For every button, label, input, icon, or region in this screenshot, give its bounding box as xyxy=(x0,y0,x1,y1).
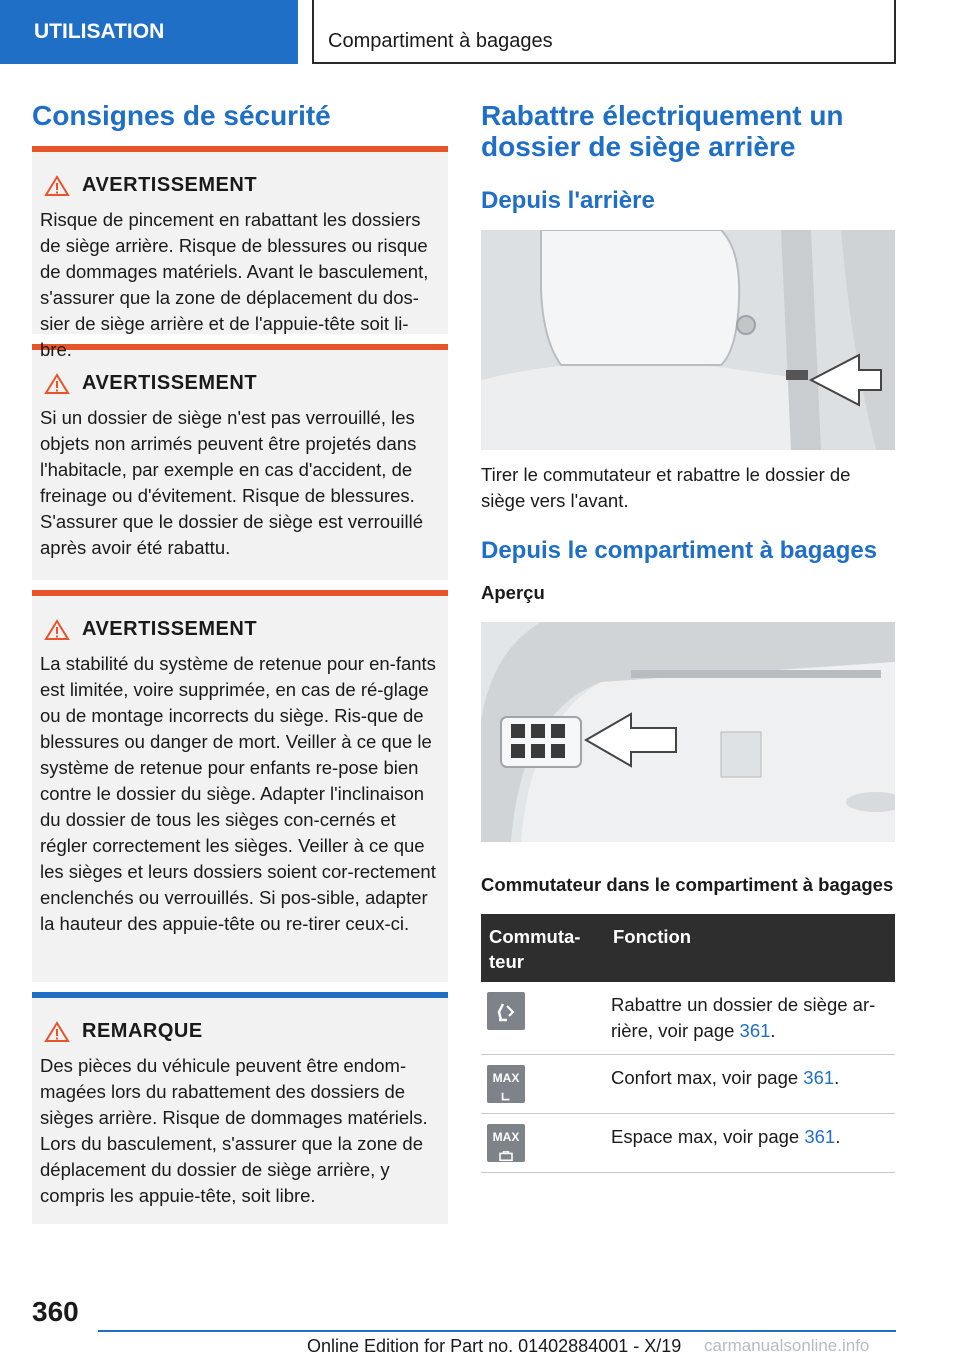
function-text: Confort max, voir page xyxy=(611,1067,799,1088)
warning-label: AVERTISSEMENT xyxy=(82,618,258,640)
warning-triangle-icon xyxy=(44,619,70,641)
notice-triangle-icon xyxy=(44,1021,70,1043)
column-header-function: Fonction xyxy=(605,914,895,982)
trunk-illustration xyxy=(481,622,895,842)
warning-box xyxy=(32,350,448,580)
table-row xyxy=(481,1114,895,1173)
function-text: Rabattre un dossier de siège ar-rière, voir page xyxy=(611,994,876,1041)
column-header-switch: Commuta-teur xyxy=(481,914,605,982)
warning-label: AVERTISSEMENT xyxy=(82,174,258,196)
punctuation: . xyxy=(834,1067,840,1088)
footer-rule xyxy=(98,1330,896,1332)
page-link[interactable]: 361 xyxy=(739,1020,771,1041)
max-label: MAX xyxy=(492,1071,520,1085)
max-comfort-icon xyxy=(487,1065,525,1103)
punctuation: . xyxy=(835,1126,841,1147)
subsection-heading: Depuis l'arrière xyxy=(481,187,655,214)
max-space-icon xyxy=(487,1124,525,1162)
page-link[interactable]: 361 xyxy=(804,1126,836,1147)
warning-label: AVERTISSEMENT xyxy=(82,372,258,394)
trunk-photo xyxy=(481,622,895,842)
function-text: Espace max, voir page xyxy=(611,1126,800,1147)
section-heading: Rabattre électriquement un dossier de siège arrière xyxy=(481,100,844,162)
subsection-heading: Depuis le compartiment à bagages xyxy=(481,537,878,564)
watermark: carmanualsonline.info xyxy=(704,1336,870,1355)
warning-text: La stabilité du système de retenue pour en-fants est limitée, voire supprimée, en cas de ré-glage ou de montage incorrects du siège. Ris-que de blessures ou danger de mort. Veiller à ce que le système de retenue pour enfants re-pose bien contre le dossier du siège. Adapter l'inclinaison du dossier de tous les sièges con-cernés et régler correctement les sièges. Veiller à ce que les sièges et leurs dossiers soient cor-rectement enclenchés ou verrouillés. Si pos-sible, adapter la hauteur des appuie-tête ou re-tirer ceux-ci. xyxy=(40,653,436,934)
warning-triangle-icon xyxy=(44,373,70,395)
warning-box xyxy=(32,152,448,360)
right-column xyxy=(481,100,895,1173)
chapter-title: Compartiment à bagages xyxy=(312,0,896,64)
warning-triangle-icon xyxy=(44,175,70,197)
section-heading: Consignes de sécurité xyxy=(32,100,331,131)
max-label: MAX xyxy=(492,1130,520,1144)
table-header-row xyxy=(481,914,895,982)
warning-text: Risque de pincement en rabattant les dossiers de siège arrière. Risque de blessures ou risque de dommages matériels. Avant le basculement, s'assurer que la zone de déplacement du dos-sier de siège arrière et de l'appuie-tête soit li-bre. xyxy=(40,209,429,360)
table-row xyxy=(481,982,895,1055)
table-row xyxy=(481,1055,895,1114)
section-tab: UTILISATION xyxy=(0,0,298,64)
left-column xyxy=(32,100,448,1224)
page-link[interactable]: 361 xyxy=(803,1067,835,1088)
switch-function-table xyxy=(481,914,895,1173)
notice-text: Des pièces du véhicule peuvent être endom-magées lors du rabattement des dossiers de sièges arrière. Risque de dommages matériels. Lors du basculement, s'assurer que la zone de déplacement du dossier de siège arrière, y compris les appuie-tête, soit libre. xyxy=(40,1055,428,1206)
edition-text: Online Edition for Part no. 01402884001 - X/19 xyxy=(307,1336,682,1356)
warning-box xyxy=(32,596,448,982)
warning-text: Si un dossier de siège n'est pas verrouillé, les objets non arrimés peuvent être projetés dans l'habitacle, par exemple en cas d'accident, de freinage ou d'évitement. Risque de blessures. S'assurer que le dossier de siège est verrouillé après avoir été rabattu. xyxy=(40,407,423,558)
punctuation: . xyxy=(770,1020,776,1041)
figure-caption: Commutateur dans le compartiment à bagages xyxy=(481,874,894,895)
rear-seat-illustration xyxy=(481,230,895,450)
notice-box xyxy=(32,998,448,1224)
seat-fold-icon xyxy=(487,992,525,1030)
notice-label: REMARQUE xyxy=(82,1020,203,1042)
overview-label: Aperçu xyxy=(481,582,545,603)
rear-seat-photo xyxy=(481,230,895,450)
instruction-text: Tirer le commutateur et rabattre le dossier de siège vers l'avant. xyxy=(481,464,851,511)
page-number: 360 xyxy=(32,1296,79,1327)
